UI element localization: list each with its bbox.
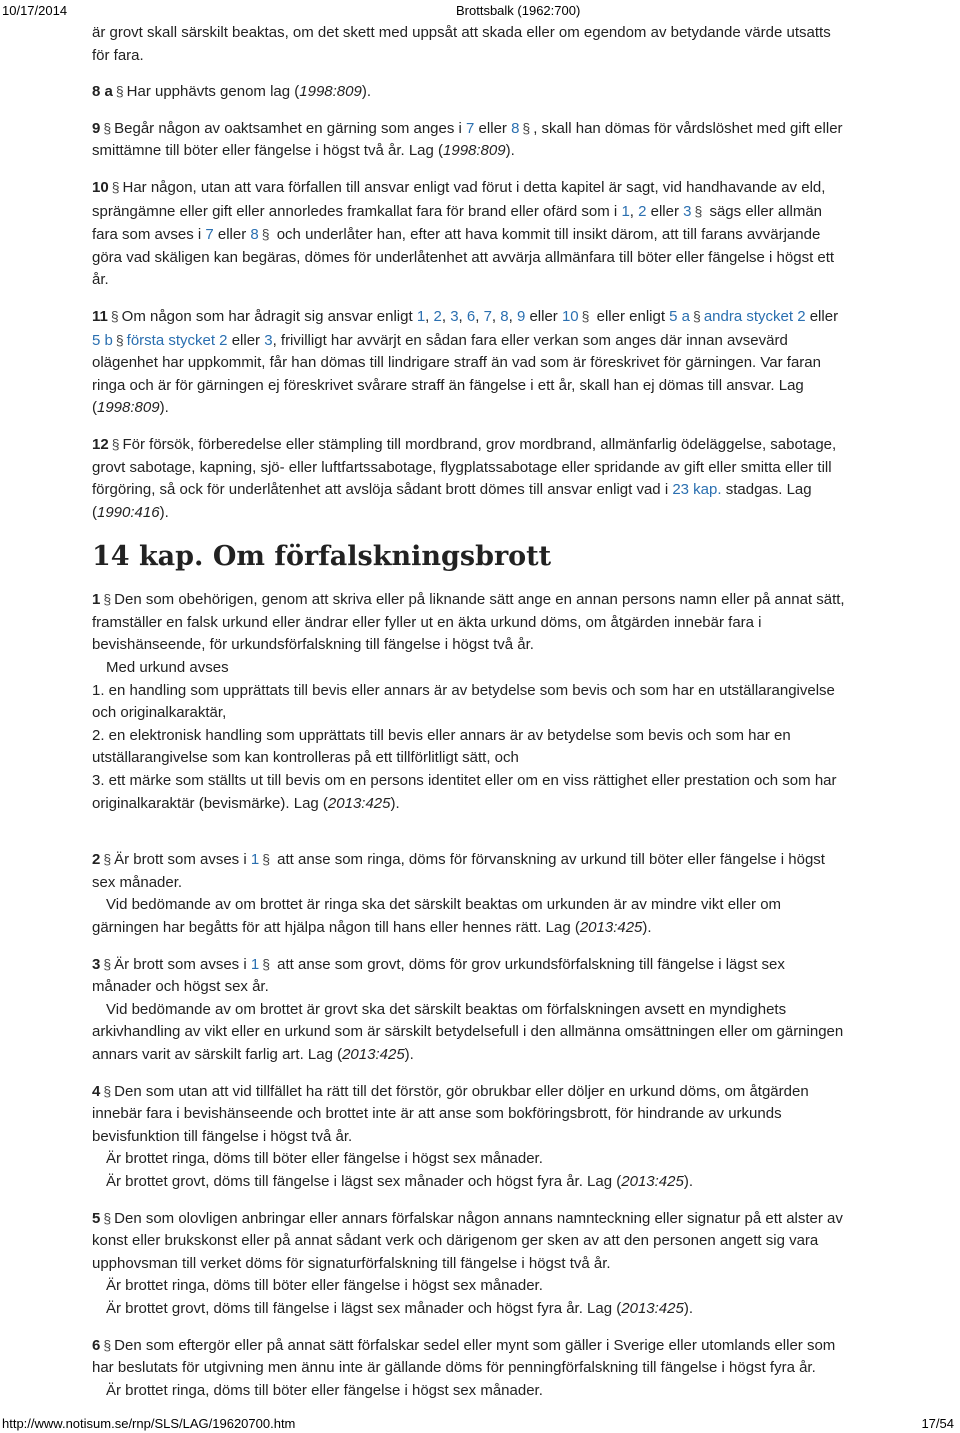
spacer bbox=[92, 828, 947, 848]
section-sign-icon: § bbox=[115, 83, 124, 100]
section-link[interactable]: 2 bbox=[433, 307, 442, 325]
section-link[interactable]: 7 bbox=[483, 307, 492, 325]
section-link[interactable]: 1 bbox=[621, 202, 630, 220]
law-ref: 1998:809 bbox=[97, 399, 160, 417]
section-link[interactable]: 5 b bbox=[92, 331, 113, 349]
section-sign-icon: § bbox=[103, 1082, 112, 1099]
chapter-14-section-3: 3 § Är brott som avses i 1 § att anse som grovt, döms för grov urkundsförfalskning till fängelse i lägst sex månader och högst sex år. Vid bedömande av om brottet är grovt ska det särskilt beaktas om förfalskningen avsett en myndighets arkivhandling av vikt eller en urkund som är särskilt betydelsefull i den allmänna omsättningen eller om gärningen annars varit av särskilt farlig art. Lag (2013:425). bbox=[92, 955, 844, 1063]
page-number: 17/54 bbox=[921, 1416, 954, 1431]
section-12: 12 § För försök, förberedelse eller stämpling till mordbrand, grov mordbrand, allmänfarlig ödeläggelse, sabotage, grovt sabotage, kapning, sjö- eller luftfartssabotage, flygplatssabotage eller spridande av gift eller smitta eller till förgöring, så ock för underlåtenhet att avslöja sådant brott dömes till ansvar enligt vad i 23 kap. stadgas. Lag (1990:416). bbox=[92, 435, 837, 521]
section-link[interactable]: 7 bbox=[205, 226, 214, 244]
chapter-14-section-4: 4 § Den som utan att vid tillfället ha rätt till det förstör, gör obrukbar eller döljer en urkund döms, om åtgärden innebär fara i bevishänseende och brottet inte är att anse som bokföringsbrott, för hindrande av urkunds bevisfunktion till fängelse i högst två år. Är brottet ringa, döms till böter eller fängelse i högst sex månader. Är brottet grovt, döms till fängelse i lägst sex månader och högst fyra år. Lag (2013:425). bbox=[92, 1082, 809, 1190]
section-sign-icon: § bbox=[522, 119, 531, 136]
section-sign-icon: § bbox=[103, 1336, 112, 1353]
section-sign-icon: § bbox=[103, 851, 112, 868]
section-sign-icon: § bbox=[262, 955, 270, 972]
section-link[interactable]: 8 bbox=[511, 119, 520, 137]
chapter-link[interactable]: 23 kap. bbox=[672, 481, 722, 499]
print-footer bbox=[0, 1413, 960, 1433]
section-link[interactable]: 10 bbox=[561, 307, 579, 325]
section-link[interactable]: 3 bbox=[683, 202, 692, 220]
law-ref: 1998:809 bbox=[443, 142, 506, 160]
law-ref: 2013:425 bbox=[327, 794, 391, 812]
source-url: http://www.notisum.se/rnp/SLS/LAG/19620700.htm bbox=[2, 1416, 296, 1431]
section-sign-icon: § bbox=[103, 119, 112, 136]
document-title: Brottsbalk (1962:700) bbox=[456, 3, 581, 18]
section-link[interactable]: 9 bbox=[516, 307, 526, 325]
law-ref: 2013:425 bbox=[621, 1172, 684, 1190]
section-sign-icon: § bbox=[262, 851, 270, 868]
chapter-14-section-5: 5 § Den som olovligen anbringar eller annars förfalskar någon annans namnteckning eller signatur på ett alster av konst eller brukskonst eller på annat sådant verk och därigenom ger sken av att den personen angett sig vara upphovsman till verket döms för signaturförfalskning till fängelse i högst två år. Är brottet ringa, döms till böter eller fängelse i högst sex månader. Är brottet grovt, döms till fängelse i lägst sex månader och högst fyra år. Lag (2013:425). bbox=[92, 1209, 843, 1317]
chapter-14-section-2: 2 § Är brott som avses i 1 § att anse som ringa, döms för förvanskning av urkund till böter eller fängelse i högst sex månader. Vid bedömande av om brottet är ringa ska det särskilt beaktas om urkunden är av mindre vikt eller om gärningen har begåtts för att hjälpa någon till hans eller hennes rätt. Lag (2013:425). bbox=[92, 851, 825, 936]
chapter-heading: 14 kap. Om förfalskningsbrott bbox=[92, 541, 552, 573]
section-11: 11 § Om någon som har ådragit sig ansvar enligt 1, 2, 3, 6, 7, 8, 9 eller 10 § eller enligt 5 a § andra stycket 2 eller 5 b § första stycket 2 eller 3, frivilligt har avvärjt en sådan fara eller verkan som anges där innan avsevärd olägenhet har uppkommit, får han dömas till lindrigare straff än vad som är föreskrivet för gärningen. Var faran ringa och är för gärningen ej föreskrivet svårare straff än fängelse i ett år, skall han ej dömas till ansvar. Lag (1998:809). bbox=[92, 307, 839, 417]
section-link[interactable]: 2 bbox=[638, 202, 647, 220]
section-link[interactable]: 8 bbox=[250, 226, 259, 244]
law-ref: 2013:425 bbox=[621, 1299, 684, 1317]
section-9: 9 § Begår någon av oaktsamhet en gärning som anges i 7 eller 8 § , skall han dömas för vårdslöshet med gift eller smittämne till böter eller fängelse i högst två år. Lag (1998:809). bbox=[92, 119, 843, 160]
section-link[interactable]: 3 bbox=[264, 331, 273, 349]
statute-content bbox=[92, 22, 947, 1415]
section-link[interactable]: 7 bbox=[466, 119, 475, 137]
section-sign-icon: § bbox=[693, 307, 701, 324]
paragraph-continuation: är grovt skall särskilt beaktas, om det skett med uppsåt att skada eller om egendom av betydande värde utsatts för fara. bbox=[92, 24, 831, 64]
section-link[interactable]: 8 bbox=[500, 307, 509, 325]
section-number: 9 bbox=[92, 119, 101, 137]
section-number: 10 bbox=[92, 178, 109, 196]
law-ref: 1990:416 bbox=[97, 503, 160, 521]
law-ref: 2013:425 bbox=[342, 1045, 405, 1063]
section-link[interactable]: 1 bbox=[416, 307, 426, 325]
print-header bbox=[0, 0, 960, 22]
section-sign-icon: § bbox=[110, 307, 119, 324]
section-10: 10 § Har någon, utan att vara förfallen till ansvar enligt vad förut i detta kapitel är sagt, vid handhavande av eld, sprängämne eller gift eller annorledes framkallat fara för brand eller ofärd som i 1, 2 eller 3 § sägs eller allmän fara som avses i 7 eller 8 § och underlåter han, efter att hava kommit till insikt därom, att till farans avvärjande göra vad skäligen kan begäras, dömes för underlåtenhet att avvärja allmänfara till böter eller fängelse i högst ett år. bbox=[92, 178, 835, 289]
section-sign-icon: § bbox=[111, 435, 120, 452]
section-sign-icon: § bbox=[581, 307, 590, 324]
chapter-14-section-1: 1 § Den som obehörigen, genom att skriva eller på liknande sätt ange en annan persons namn eller på annat sätt, framställer en falsk urkund eller ändrar eller fyller ut en äkta urkund döms, om åtgärden innebär fara i bevishänseende, för urkundsförfalskning till fängelse i högst två år. Med urkund avses 1. en handling som upprättats till bevis eller annars är av betydelse som bevis och som har en utställarangivelse och originalkaraktär, 2. en elektronisk handling som upprättats till bevis eller annars är av betydelse som bevis och som har en utställarangivelse som kan kontrolleras på ett tillförlitligt sätt, och 3. ett märke som ställts ut till bevis om en persons identitet eller om en viss rättighet eller prestation och som har originalkaraktär (bevismärke). Lag (2013:425). bbox=[92, 591, 845, 812]
section-link[interactable]: 3 bbox=[450, 307, 459, 325]
section-sign-icon: § bbox=[103, 1209, 112, 1226]
chapter-14-section-6: 6 § Den som eftergör eller på annat sätt förfalskar sedel eller mynt som gäller i Sverige eller utomlands eller som har beslutats för utgivning men ännu inte är gällande döms för penningförfalskning till fängelse i högst fyra år. Är brottet ringa, döms till böter eller fängelse i högst sex månader. bbox=[92, 1336, 836, 1399]
section-number: 6 bbox=[92, 1336, 101, 1354]
section-sign-icon: § bbox=[103, 591, 112, 608]
section-8a: 8 a § Har upphävts genom lag (1998:809). bbox=[92, 83, 372, 101]
section-link[interactable]: 5 a bbox=[669, 307, 691, 325]
paragraph-link[interactable]: första stycket 2 bbox=[126, 331, 228, 349]
section-number: 4 bbox=[92, 1082, 101, 1100]
section-number: 8 a bbox=[92, 83, 113, 101]
law-ref: 1998:809 bbox=[299, 83, 362, 101]
section-link[interactable]: 6 bbox=[466, 307, 476, 325]
section-link[interactable]: 1 bbox=[250, 851, 260, 869]
paragraph-link[interactable]: andra stycket 2 bbox=[703, 307, 806, 325]
section-number: 12 bbox=[92, 435, 109, 453]
section-number: 1 bbox=[92, 591, 101, 609]
law-ref: 2013:425 bbox=[579, 919, 643, 936]
section-link[interactable]: 1 bbox=[250, 955, 260, 973]
section-number: 5 bbox=[92, 1209, 101, 1227]
section-sign-icon: § bbox=[115, 331, 124, 348]
section-sign-icon: § bbox=[111, 178, 120, 195]
print-date: 10/17/2014 bbox=[2, 3, 68, 18]
section-sign-icon: § bbox=[261, 226, 270, 243]
section-sign-icon: § bbox=[694, 202, 703, 219]
section-number: 2 bbox=[92, 851, 101, 869]
section-sign-icon: § bbox=[103, 955, 112, 972]
section-number: 11 bbox=[92, 307, 108, 325]
section-number: 3 bbox=[92, 955, 101, 973]
